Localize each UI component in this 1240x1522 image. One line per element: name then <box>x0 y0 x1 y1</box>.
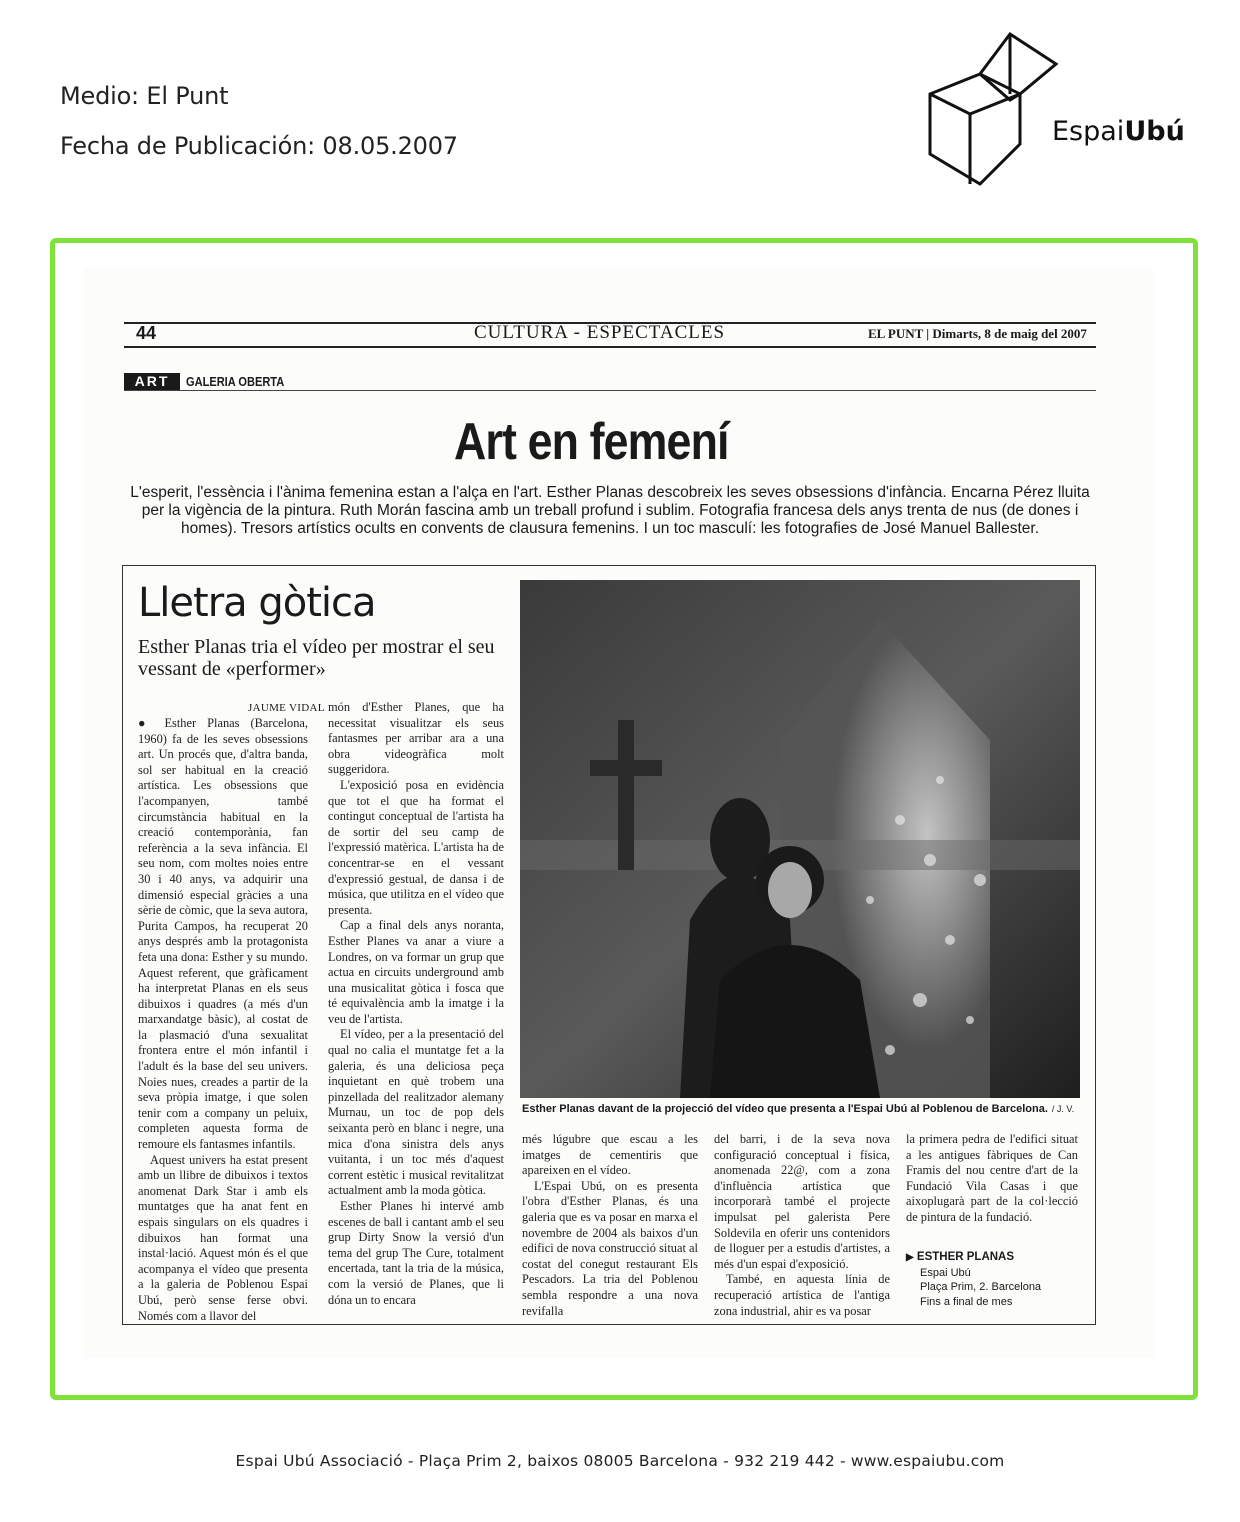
article-column-4 <box>714 1132 890 1319</box>
photo-caption-text: Esther Planas davant de la projecció del vídeo que presenta a l'Espai Ubú al Poblenou de Barcelona. <box>522 1103 1048 1115</box>
publication-date-label: Fecha de Publicación: 08.05.2007 <box>60 132 458 160</box>
newspaper-dateline: EL PUNT | Dimarts, 8 de maig del 2007 <box>868 326 1087 341</box>
exhibition-address: Plaça Prim, 2. Barcelona <box>920 1281 1042 1293</box>
photo-credit: / J. V. <box>1051 1104 1075 1114</box>
exhibition-artist-name: ESTHER PLANAS <box>916 1251 1015 1263</box>
paragraph: També, en aquesta línia de recuperació artística de l'antiga zona industrial, ahir es va posar <box>714 1272 890 1318</box>
exhibition-dates: Fins a final de mes <box>920 1295 1013 1308</box>
medio-label: Medio: El Punt <box>60 82 229 110</box>
page-number: 44 <box>136 323 157 343</box>
paragraph: L'exposició posa en evidència que tot el que ha format el contingut conceptual de l'artista ha de sortir del seu camp de l'expressió matèrica. L'artista ha de concentrar-se en el vessant d'expressió gestual, de dansa i de música, que utilitza en el vídeo que presenta. <box>328 777 504 917</box>
logo-wordmark <box>1052 116 1185 147</box>
divider <box>124 390 1096 391</box>
art-tag: ART <box>124 373 180 390</box>
paragraph: El vídeo, per a la presentació del qual no calia el muntatge fet a la galeria, és una deliciosa peça inquietant en què trobem una pinzellada del realitzador alemany Murnau, un toc de pop dels seixanta però en blanc i negre, una mica d'ona sinistra dels anys vuitanta, i un toc més d'aquest corrent estètic i musical revitalitzat actualment amb la moda gòtica. <box>328 1027 504 1198</box>
arrow-right-icon: ▶ <box>906 1252 914 1263</box>
main-headline: Art en femení <box>454 413 729 471</box>
logo-wordmark-light: Espai <box>1052 116 1125 147</box>
section-tag-label: GALERIA OBERTA <box>186 374 285 389</box>
article-subtitle: Esther Planas tria el vídeo per mostrar el seu vessant de «performer» <box>138 636 495 680</box>
paragraph: ● Esther Planas (Barcelona, 1960) fa de les seves obsessions art. Un procés que, d'altra banda, sol ser habitual en la creació artística. Les obsessions que l'acompanyen, també circumstància habitual en la creació contemporània, fan referència a la seva infància. El seu nom, com moltes noies entre 30 i 40 anys, va adquirir una dimensió especial gràcies a una sèrie de còmic, que la seva autora, Purita Campos, ha recuperat 20 anys després amb la protagonista feta una dona: Esther y su mundo. Aquest referent, que gràficament ha interpretat Planas en els seus dibuixos i quadres (a més d'un marxandatge bàsic), al costat de la plasmació d'una sexualitat frontera entre el món infantil i l'adult és la base del seu univers. Noies nues, creades a partir de la seva pròpia imatge, i que solen tenir com a company un peluix, completen aquesta forma de remoure els fantasmes infantils. <box>138 716 308 1152</box>
paragraph: del barri, i de la seva nova configuració conceptual i física, anomenada 22@, com a zona d'influència artística que incorporarà també el projecte impulsat pel galerista Pere Soldevila en oferir uns contenidors de lloguer per a estudis d'artistes, a més d'un espai d'exposició. <box>714 1132 890 1271</box>
article-column-3 <box>522 1132 698 1319</box>
paragraph: món d'Esther Planes, que ha necessitat visualitzar els seus fantasmes per arribar ara a una obra videogràfica molt suggeridora. <box>328 700 504 777</box>
article-author: JAUME VIDAL <box>248 702 325 714</box>
exhibition-venue: Espai Ubú <box>920 1266 971 1279</box>
article-column-2 <box>328 700 504 1308</box>
intro-paragraph: L'esperit, l'essència i l'ànima femenina estan a l'alça en l'art. Esther Planas descobreix les seves obsessions d'infància. Encarna Pérez lluita per la vigència de la pintura. Ruth Morán fascina amb un treball profund i sublim. Fotografia francesa dels anys trenta de nus (de dones i homes). Tresors artístics ocults en convents de clausura femenins. I un toc masculí: les fotografies de José Manuel Ballester. <box>130 484 1090 537</box>
exhibition-info <box>906 1250 1041 1309</box>
paragraph: la primera pedra de l'edifici situat a les antigues fàbriques de Can Framis del nou centre d'art de la Fundació Vila Casas i que aixoplugarà part de la col·lecció de pintura de la fundació. <box>906 1132 1078 1224</box>
paragraph: més lúgubre que escau a les imatges de cementiris que apareixen en el vídeo. <box>522 1132 698 1178</box>
article-column-1 <box>138 716 308 1324</box>
section-title: CULTURA - ESPECTACLES <box>474 322 726 343</box>
photo-caption <box>522 1103 1082 1115</box>
paragraph: Aquest univers ha estat present amb un llibre de dibuixos i textos anomenat Dark Star i amb els muntatges que ha anat fent en espais singulars on els quadres i dibuixos han format una instal·lació. Aquest món és el que acompanya el vídeo que presenta a la galeria de Poblenou Espai Ubú, però sense ferse obvi. Només com a llavor del <box>138 1152 308 1323</box>
logo-wordmark-bold: Ubú <box>1124 116 1185 147</box>
article-photo <box>520 580 1080 1098</box>
paragraph: Cap a final dels anys noranta, Esther Planes va anar a viure a Londres, on va formar un grup que actua en circuits underground amb una musicalitat gòtica i fosca que té equivalència amb la imatge i la veu de l'artista. <box>328 918 504 1026</box>
article-column-5 <box>906 1132 1078 1226</box>
paragraph: Esther Planes hi intervé amb escenes de ball i cantant amb el seu grup Dirty Snow la versió d'un tema del grup The Cure, totalment encertada, tant la tria de la música, com la versió de Planes, que li dóna un to encara <box>328 1199 504 1307</box>
article-title: Lletra gòtica <box>138 580 376 626</box>
paragraph: L'Espai Ubú, on es presenta l'obra d'Esther Planas, és una galeria que es va posar en marxa el novembre de 2004 als baixos d'un edifici de nova construcció situat al costat del conegut restaurant Els Pescadors. La tria del Poblenou sembla respondre a una nova revifalla <box>522 1178 698 1318</box>
exhibition-artist <box>906 1250 1041 1266</box>
footer-contact: Espai Ubú Associació - Plaça Prim 2, baixos 08005 Barcelona - 932 219 442 - www.espaiubu.com <box>235 1452 1005 1470</box>
cube-logo-icon <box>918 30 1068 190</box>
